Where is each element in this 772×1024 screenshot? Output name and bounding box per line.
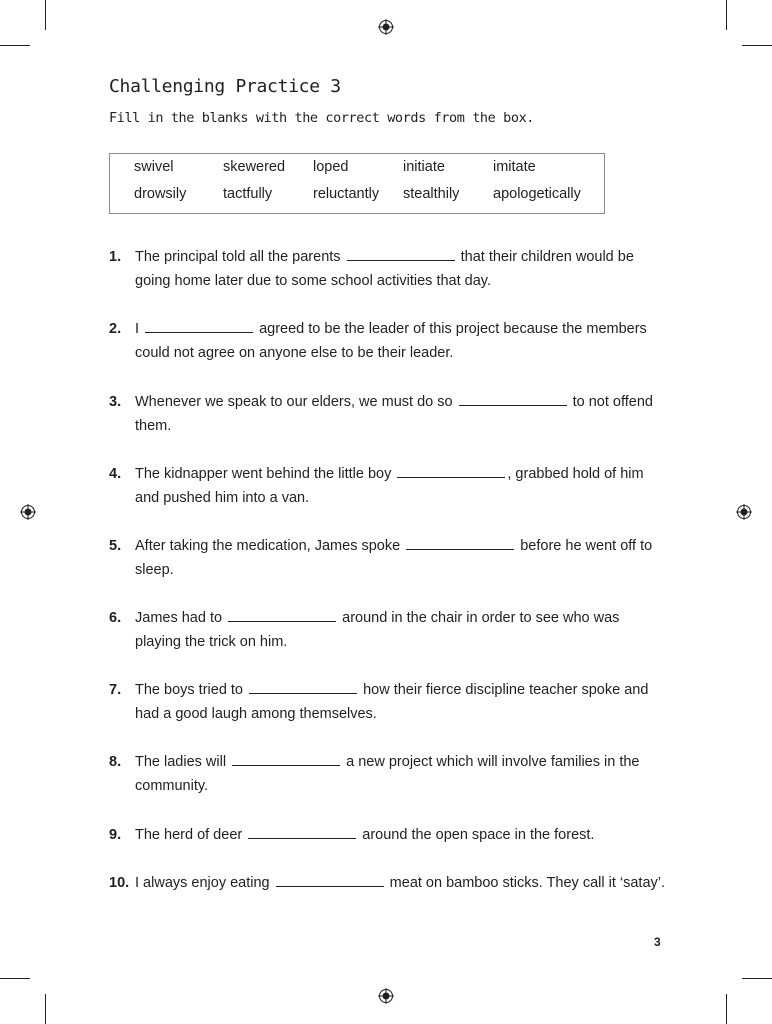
answer-blank[interactable] <box>232 751 340 766</box>
question-text-after: a new project which will involve families in the community. <box>135 754 640 794</box>
question-number: 9. <box>109 827 122 843</box>
crop-mark <box>742 45 772 46</box>
word-box-item: skewered <box>223 159 286 175</box>
word-box-item: tactfully <box>223 186 273 202</box>
question-item <box>109 823 669 847</box>
crop-mark <box>0 978 30 979</box>
question-number: 1. <box>109 249 122 265</box>
question-item <box>109 750 669 798</box>
question-text-before: The kidnapper went behind the little boy <box>135 466 392 482</box>
question-text-before: The herd of deer <box>135 827 243 843</box>
question-item <box>109 606 669 654</box>
question-text-before: The principal told all the parents <box>135 249 341 265</box>
question-number: 2. <box>109 321 122 337</box>
question-text-after: meat on bamboo sticks. They call it ‘satay’. <box>389 875 666 891</box>
word-box-item: initiate <box>403 159 445 175</box>
question-item <box>109 678 669 726</box>
question-item <box>109 390 669 438</box>
question-number: 10. <box>109 875 130 891</box>
question-item <box>109 245 669 293</box>
question-text-before: James had to <box>135 610 223 626</box>
answer-blank[interactable] <box>347 246 455 261</box>
crop-mark <box>45 0 46 30</box>
crop-mark <box>726 0 727 30</box>
answer-blank[interactable] <box>459 391 567 406</box>
question-text-before: I <box>135 321 140 337</box>
question-item <box>109 871 669 895</box>
word-box <box>109 153 605 214</box>
answer-blank[interactable] <box>228 607 336 622</box>
answer-blank[interactable] <box>276 872 384 887</box>
word-box-item: reluctantly <box>313 186 380 202</box>
registration-mark-icon <box>378 19 394 35</box>
registration-mark-icon <box>378 988 394 1004</box>
word-box-item: loped <box>313 159 349 175</box>
question-number: 7. <box>109 682 122 698</box>
instruction-text: Fill in the blanks with the correct words from the box. <box>109 110 535 126</box>
question-text-before: Whenever we speak to our elders, we must do so <box>135 394 453 410</box>
question-text-after: around in the chair in order to see who was playing the trick on him. <box>135 610 620 650</box>
answer-blank[interactable] <box>248 824 356 839</box>
question-text-before: I always enjoy eating <box>135 875 270 891</box>
crop-mark <box>742 978 772 979</box>
word-box-item: apologetically <box>493 186 581 202</box>
word-box-item: imitate <box>493 159 536 175</box>
question-number: 5. <box>109 538 122 554</box>
question-number: 4. <box>109 466 122 482</box>
page-title: Challenging Practice 3 <box>109 76 341 97</box>
crop-mark <box>45 994 46 1024</box>
answer-blank[interactable] <box>249 679 357 694</box>
word-box-item: drowsily <box>134 186 187 202</box>
question-text-after: agreed to be the leader of this project because the members could not agree on anyone else to be their leader. <box>135 321 647 361</box>
crop-mark <box>0 45 30 46</box>
question-text-after: that their children would be going home later due to some school activities that day. <box>135 249 634 289</box>
registration-mark-icon <box>20 504 36 520</box>
word-box-item: swivel <box>134 159 174 175</box>
question-text-after: how their fierce discipline teacher spoke and had a good laugh among themselves. <box>135 682 649 722</box>
question-number: 3. <box>109 394 122 410</box>
word-box-item: stealthily <box>403 186 460 202</box>
question-text-before: The ladies will <box>135 754 227 770</box>
question-item <box>109 534 669 582</box>
question-text-before: After taking the medication, James spoke <box>135 538 401 554</box>
question-number: 6. <box>109 610 122 626</box>
crop-mark <box>726 994 727 1024</box>
question-item <box>109 462 669 510</box>
page-number: 3 <box>654 935 661 949</box>
question-text-after: to not offend them. <box>135 394 653 434</box>
question-item <box>109 317 669 365</box>
answer-blank[interactable] <box>145 318 253 333</box>
question-text-after: around the open space in the forest. <box>362 827 595 843</box>
question-text-before: The boys tried to <box>135 682 243 698</box>
question-text-after: , grabbed hold of him and pushed him into a van. <box>135 466 644 506</box>
answer-blank[interactable] <box>397 463 505 478</box>
registration-mark-icon <box>736 504 752 520</box>
question-number: 8. <box>109 754 122 770</box>
question-text-after: before he went off to sleep. <box>135 538 653 578</box>
answer-blank[interactable] <box>406 535 514 550</box>
